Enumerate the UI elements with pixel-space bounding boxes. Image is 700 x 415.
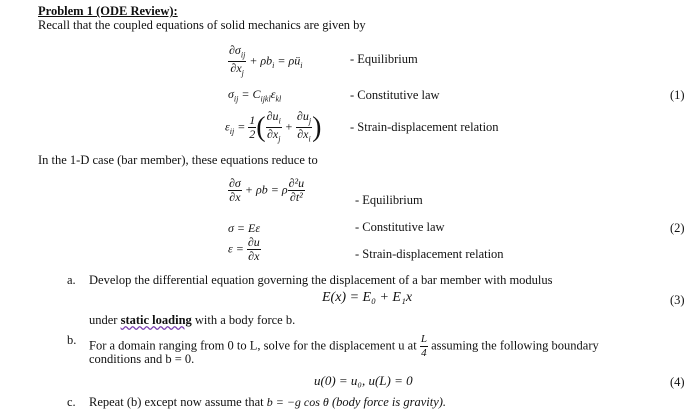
equation-number-2: (2): [670, 221, 685, 235]
constitutive-equation: $\sigma_{ij} = C_{ijkl}\varepsilon_{kl}$: [228, 87, 282, 104]
equilibrium-equation: $\frac{\partial\sigma_{ij}}{\partial x_j}$ + $\rho b_i$ = $\rho ü_i$: [229, 43, 303, 78]
reduce-text: In the 1-D case (bar member), these equations reduce to: [38, 153, 318, 167]
general-constitutive-label: - Constitutive law: [350, 88, 440, 102]
bar-constitutive-equation: σ = Eε: [228, 221, 261, 235]
part-a-text: Develop the differential equation governing the displacement of a bar member with modulus: [89, 273, 553, 287]
intro-text: Recall that the coupled equations of solid mechanics are given by: [38, 18, 366, 32]
modulus-equation: E(x) = E₀ + E₁x: [322, 290, 413, 305]
boundary-conditions-equation: u(0) = u₀, u(L) = 0: [314, 373, 413, 388]
part-a-marker: a.: [67, 273, 76, 287]
strain-displacement-equation: $\varepsilon_{ij}$ = $\frac{1}{2}$ ( $\frac{\partial u_i}{\partial x_j}$ + $\frac{\partial u_j}{\partial x_i}$ ): [225, 109, 322, 144]
part-c-line: Repeat (b) except now assume that b = −g cos θ (body force is gravity).: [89, 395, 447, 409]
gravity-body-force-equation: b = −g cos θ: [266, 395, 329, 409]
part-a-under-line: under static loading with a body force b.: [89, 313, 296, 327]
bar-equilibrium-equation: $\frac{\partial\sigma}{\partial x}$ + ρb = ρ $\frac{\text{∂²u}}{\text{∂t²}}$: [229, 176, 305, 204]
equation-number-1: (1): [670, 88, 685, 102]
equation-number-4: (4): [670, 375, 685, 389]
bar-strain-label: - Strain-displacement relation: [355, 247, 504, 261]
general-strain-label: - Strain-displacement relation: [350, 120, 499, 134]
part-b-marker: b.: [67, 333, 77, 347]
part-b-line-2: conditions and b = 0.: [89, 352, 195, 366]
part-b-line-1: For a domain ranging from 0 to L, solve for the displacement u at $\frac{L}{4}$ assuming the following boundary: [89, 333, 599, 359]
bar-strain-equation: ε = $\frac{\partial u}{\partial x}$: [228, 235, 260, 263]
quarter-fraction: $\frac{L}{4}$: [420, 333, 427, 359]
static-loading-emphasis: static loading: [120, 313, 192, 327]
general-equilibrium-label: - Equilibrium: [350, 52, 418, 66]
bar-constitutive-label: - Constitutive law: [355, 220, 445, 234]
part-c-marker: c.: [67, 395, 76, 409]
bar-equilibrium-label: - Equilibrium: [355, 193, 423, 207]
problem-title: Problem 1 (ODE Review):: [38, 4, 178, 18]
equation-number-3: (3): [670, 293, 685, 307]
